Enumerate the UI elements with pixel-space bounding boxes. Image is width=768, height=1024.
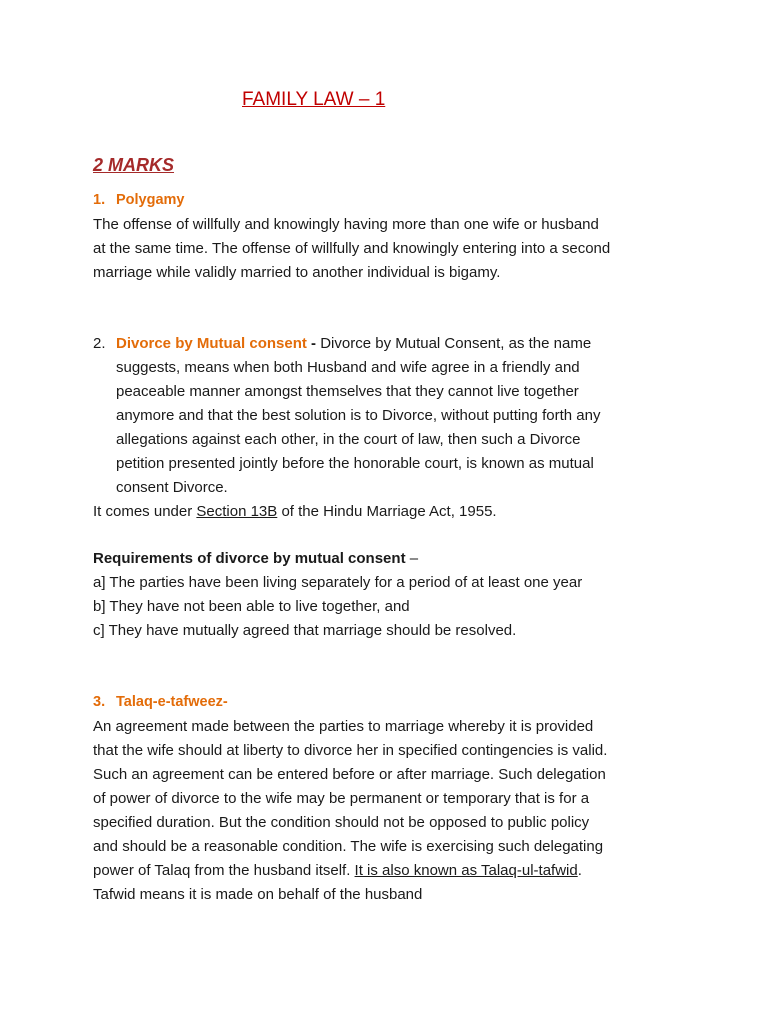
item-2-number: 2. (93, 335, 106, 352)
item-3-line: and should be a reasonable condition. The wife is exercising such delegating (93, 838, 604, 855)
item-3-title: Talaq-e-tafweez- (116, 694, 228, 710)
item-1-body (93, 213, 683, 285)
item-2-line: anymore and that the best solution is to Divorce, without putting forth any (116, 407, 601, 424)
item-2-separator: - (306, 335, 321, 352)
requirement-item: c] They have mutually agreed that marriage should be resolved. (93, 622, 517, 639)
item-2-title: Divorce by Mutual consent (116, 335, 307, 352)
item-3-number: 3. (93, 694, 106, 710)
talaq-line-suffix: . (577, 862, 582, 879)
item-1-title: Polygamy (116, 192, 185, 208)
item-3-final-line: Tafwid means it is made on behalf of the husband (93, 886, 423, 903)
requirements-dash: – (405, 550, 419, 567)
item-1-line: marriage while validly married to another individual is bigamy. (93, 264, 501, 281)
item-1-number: 1. (93, 192, 106, 208)
item-3-body (93, 715, 683, 907)
requirements-heading-text: Requirements of divorce by mutual consent (93, 550, 406, 567)
item-2-first-line (93, 332, 683, 356)
item-2-line: suggests, means when both Husband and wife agree in a friendly and (116, 359, 580, 376)
requirement-item: b] They have not been able to live together, and (93, 598, 410, 615)
item-2-line: allegations against each other, in the court of law, then such a Divorce (116, 431, 581, 448)
item-2-line: petition presented jointly before the honorable court, is known as mutual (116, 455, 594, 472)
comes-under-suffix: of the Hindu Marriage Act, 1955. (277, 503, 497, 520)
item-3-heading (93, 694, 228, 710)
section-heading: 2 MARKS (93, 155, 175, 175)
requirement-item: a] The parties have been living separately for a period of at least one year (93, 574, 583, 591)
section-13b-reference: Section 13B (196, 503, 278, 520)
comes-under-prefix: It comes under (93, 503, 197, 520)
item-2-body (93, 332, 683, 524)
item-3-line: that the wife should at liberty to divorce her in specified contingencies is valid. (93, 742, 608, 759)
item-2-line: peaceable manner amongst themselves that they cannot live together (116, 383, 579, 400)
item-2-comes-under (93, 500, 683, 524)
requirements-block (93, 547, 683, 643)
item-3-line: Such an agreement can be entered before or after marriage. Such delegation (93, 766, 606, 783)
requirements-heading (93, 547, 683, 571)
item-3-line: of power of divorce to the wife may be permanent or temporary that is for a (93, 790, 590, 807)
item-3-talaq-line (93, 859, 683, 883)
item-1-line: at the same time. The offense of willfully and knowingly entering into a second (93, 240, 611, 257)
item-1-line: The offense of willfully and knowingly having more than one wife or husband (93, 216, 599, 233)
item-3-line: specified duration. But the condition should not be opposed to public policy (93, 814, 590, 831)
item-2-first-line-rest: Divorce by Mutual Consent, as the name (320, 335, 592, 352)
document-title: FAMILY LAW – 1 (242, 89, 386, 110)
talaq-ul-tafwid-text: It is also known as Talaq-ul-tafwid (354, 862, 578, 879)
item-2-line: consent Divorce. (116, 479, 228, 496)
talaq-line-prefix: power of Talaq from the husband itself. (93, 862, 355, 879)
item-3-line: An agreement made between the parties to marriage whereby it is provided (93, 718, 594, 735)
item-1-heading (93, 192, 185, 208)
